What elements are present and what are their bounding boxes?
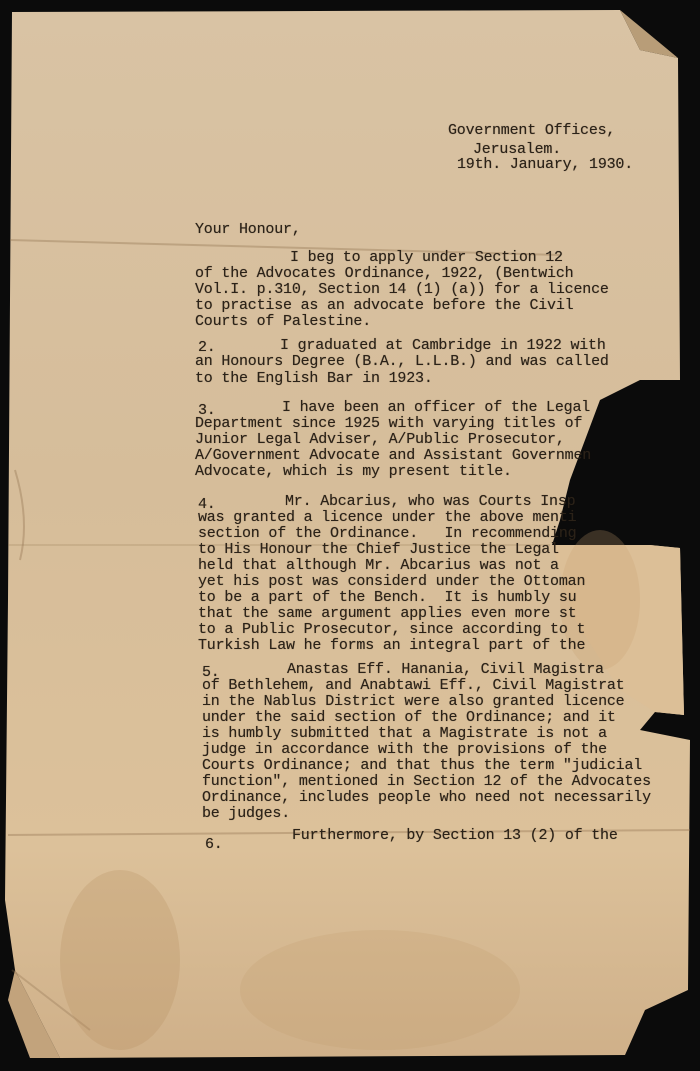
para-4-number: 4. (198, 496, 216, 513)
para-6-number: 6. (205, 836, 223, 853)
para-4-line-5: held that although Mr. Abcarius was not a (198, 557, 559, 574)
para-5-line-8: function", mentioned in Section 12 of the Advocates (202, 773, 651, 790)
para-1-line-1: I beg to apply under Section 12 (290, 249, 563, 266)
para-5-line-3: in the Nablus District were also granted licence (202, 693, 625, 710)
para-1-line-3: Vol.I. p.310, Section 14 (1) (a)) for a licence (195, 281, 609, 298)
para-4-line-2: was granted a licence under the above menti (198, 509, 577, 526)
para-2-number: 2. (198, 339, 216, 356)
salutation: Your Honour, (195, 221, 301, 238)
para-5-line-6: judge in accordance with the provisions of the (202, 741, 607, 758)
para-4-line-4: to His Honour the Chief Justice the Legal (198, 541, 559, 558)
para-3-line-4: A/Government Advocate and Assistant Governmen (195, 447, 592, 464)
para-5-line-9: Ordinance, includes people who need not necessarily (202, 789, 651, 806)
para-5-line-1: Anastas Eff. Hanania, Civil Magistra (287, 661, 604, 678)
para-3-line-5: Advocate, which is my present title. (195, 463, 512, 480)
para-5-line-2: of Bethlehem, and Anabtawi Eff., Civil Magistrat (202, 677, 625, 694)
para-2-line-3: to the English Bar in 1923. (195, 370, 433, 387)
para-1-line-5: Courts of Palestine. (195, 313, 372, 330)
para-4-line-7: to be a part of the Bench. It is humbly su (198, 589, 577, 606)
para-1-line-2: of the Advocates Ordinance, 1922, (Bentwich (195, 265, 574, 282)
para-5-line-5: is humbly submitted that a Magistrate is not a (202, 725, 607, 742)
para-4-line-9: to a Public Prosecutor, since according to t (198, 621, 586, 638)
para-4-line-8: that the same argument applies even more st (198, 605, 577, 622)
para-3-line-2: Department since 1925 with varying titles of (195, 415, 583, 432)
para-3-line-3: Junior Legal Adviser, A/Public Prosecutor, (195, 431, 565, 448)
para-5-line-4: under the said section of the Ordinance; and it (202, 709, 616, 726)
para-3-number: 3. (198, 402, 216, 419)
para-1-line-4: to practise as an advocate before the Civil (195, 297, 574, 314)
letter-date: 19th. January, 1930. (457, 156, 634, 173)
para-2-line-2: an Honours Degree (B.A., L.L.B.) and was called (195, 353, 609, 370)
para-4-line-6: yet his post was considerd under the Ottoman (198, 573, 586, 590)
para-5-line-10: be judges. (202, 805, 291, 822)
para-6-line-1: Furthermore, by Section 13 (2) of the (292, 827, 618, 844)
para-4-line-3: section of the Ordinance. In recommending (198, 525, 577, 542)
letterhead-city: Jerusalem. (473, 141, 562, 158)
para-2-line-1: I graduated at Cambridge in 1922 with (280, 337, 606, 354)
para-4-line-10: Turkish Law he forms an integral part of the (198, 637, 586, 654)
para-5-number: 5. (202, 664, 220, 681)
para-4-line-1: Mr. Abcarius, who was Courts Insp (285, 493, 576, 510)
para-5-line-7: Courts Ordinance; and that thus the term "judicial (202, 757, 643, 774)
letterhead-office: Government Offices, (448, 122, 616, 139)
para-3-line-1: I have been an officer of the Legal (282, 399, 591, 416)
